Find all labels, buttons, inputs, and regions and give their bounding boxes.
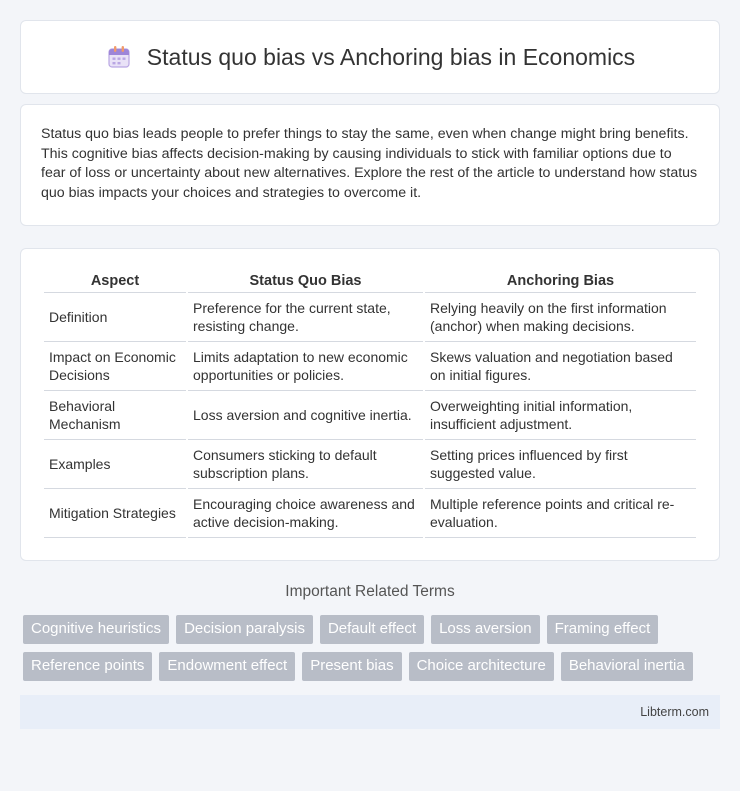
table-cell: Consumers sticking to default subscription plans.	[188, 440, 423, 489]
footer-brand-link[interactable]: Libterm.com	[640, 705, 709, 720]
column-header-aspect: Aspect	[44, 269, 186, 293]
column-header-anchoring: Anchoring Bias	[425, 269, 696, 293]
tag-choice-architecture[interactable]: Choice architecture	[409, 652, 554, 681]
tag-endowment-effect[interactable]: Endowment effect	[159, 652, 295, 681]
table-header-row	[44, 269, 696, 293]
comparison-table	[42, 269, 698, 538]
table-cell: Skews valuation and negotiation based on initial figures.	[425, 342, 696, 391]
calendar-icon	[105, 43, 133, 71]
tag-framing-effect[interactable]: Framing effect	[547, 615, 659, 644]
table-cell: Behavioral Mechanism	[44, 391, 186, 440]
related-terms-heading: Important Related Terms	[285, 583, 455, 601]
table-cell: Mitigation Strategies	[44, 489, 186, 538]
table-cell: Impact on Economic Decisions	[44, 342, 186, 391]
comparison-table-card	[20, 248, 720, 561]
table-row	[44, 440, 696, 489]
table-cell: Loss aversion and cognitive inertia.	[188, 391, 423, 440]
table-cell: Examples	[44, 440, 186, 489]
page-title: Status quo bias vs Anchoring bias in Economics	[146, 43, 636, 70]
tag-reference-points[interactable]: Reference points	[23, 652, 152, 681]
table-cell: Definition	[44, 293, 186, 342]
table-cell: Overweighting initial information, insufficient adjustment.	[425, 391, 696, 440]
table-row	[44, 342, 696, 391]
tag-present-bias[interactable]: Present bias	[302, 652, 401, 681]
table-row	[44, 489, 696, 538]
tag-loss-aversion[interactable]: Loss aversion	[431, 615, 540, 644]
table-row	[44, 293, 696, 342]
table-cell: Preference for the current state, resisting change.	[188, 293, 423, 342]
title-card	[20, 20, 720, 94]
table-cell: Relying heavily on the first information (anchor) when making decisions.	[425, 293, 696, 342]
table-cell: Multiple reference points and critical re-evaluation.	[425, 489, 696, 538]
table-row	[44, 391, 696, 440]
table-cell: Limits adaptation to new economic opportunities or policies.	[188, 342, 423, 391]
tag-cognitive-heuristics[interactable]: Cognitive heuristics	[23, 615, 169, 644]
table-cell: Setting prices influenced by first suggested value.	[425, 440, 696, 489]
related-terms-tags	[20, 615, 720, 681]
intro-card	[20, 104, 720, 226]
intro-text: Status quo bias leads people to prefer things to stay the same, even when change might bring benefits. This cognitive bias affects decision-making by causing individuals to stick with familiar options due to fear of loss or uncertainty about new alternatives. Explore the rest of the article to understand how status quo bias impacts your choices and strategies to overcome it.	[41, 126, 698, 201]
tag-decision-paralysis[interactable]: Decision paralysis	[176, 615, 313, 644]
column-header-status-quo: Status Quo Bias	[188, 269, 423, 293]
tag-behavioral-inertia[interactable]: Behavioral inertia	[561, 652, 693, 681]
tag-default-effect[interactable]: Default effect	[320, 615, 424, 644]
footer	[20, 695, 720, 729]
table-cell: Encouraging choice awareness and active decision-making.	[188, 489, 423, 538]
